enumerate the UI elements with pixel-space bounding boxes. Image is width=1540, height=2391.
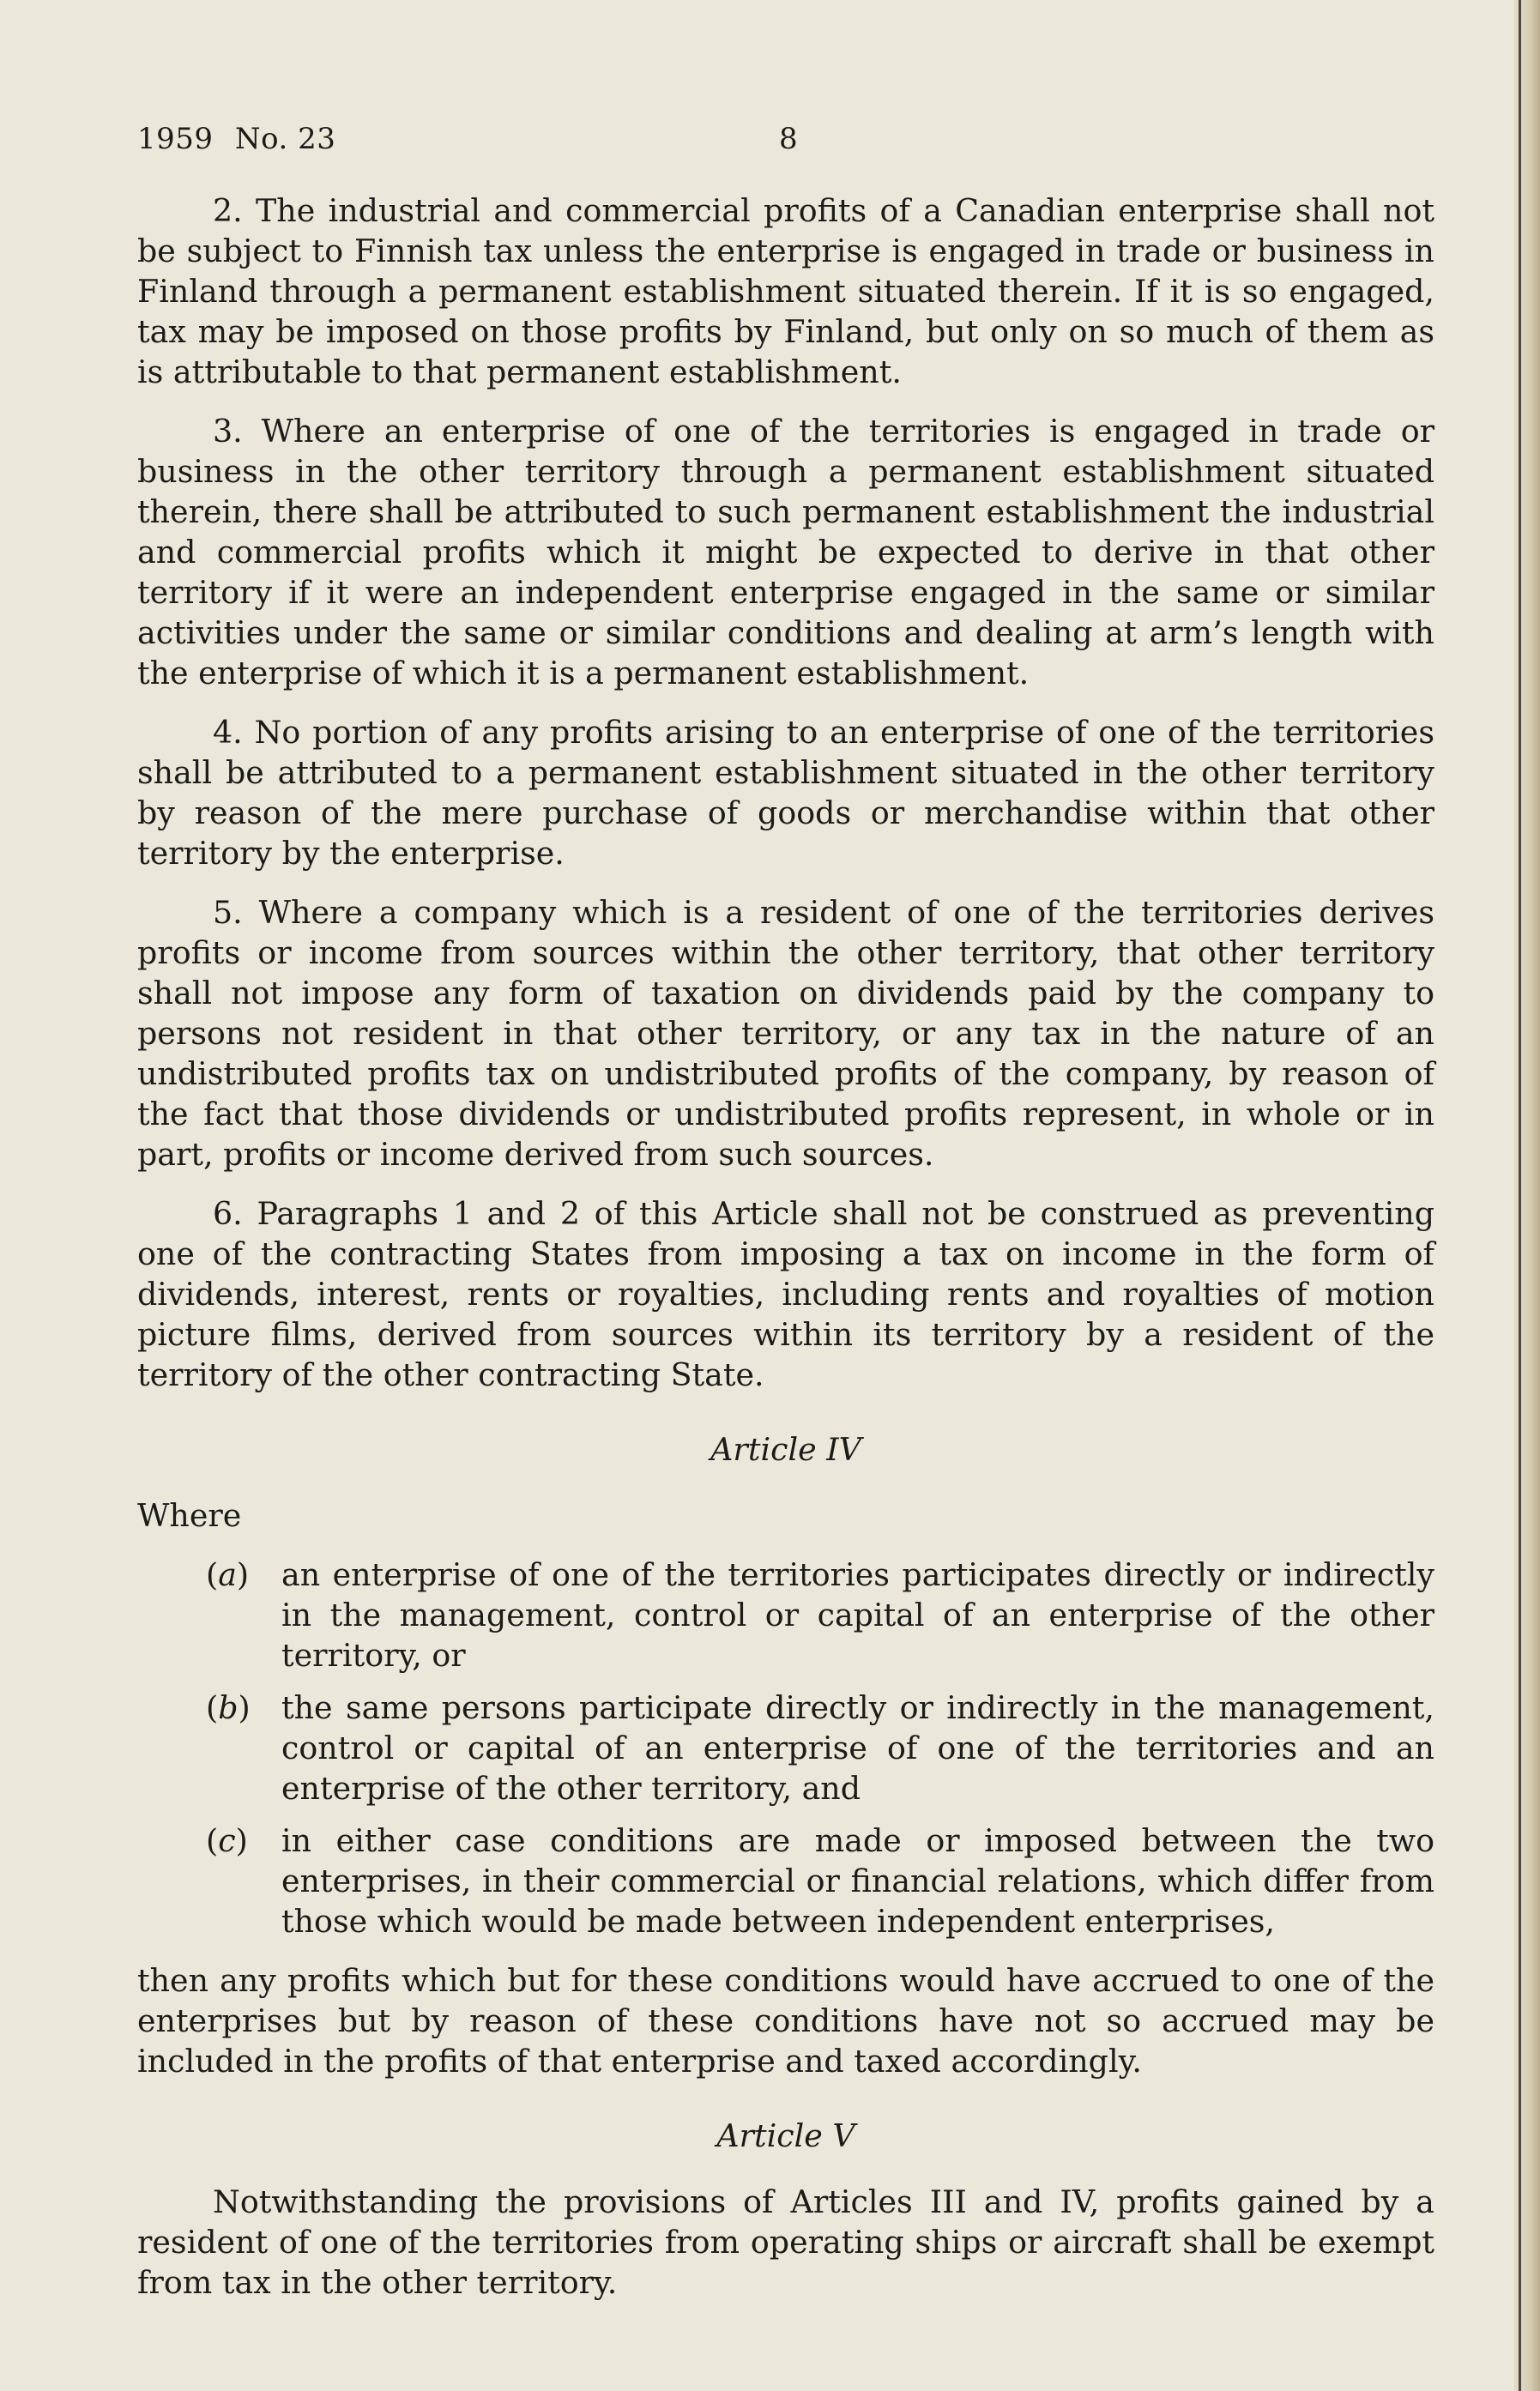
item-label: (a)	[206, 1556, 250, 1593]
article-iii-paragraph-4: 4. No portion of any profits arising to an enterprise of one of the territories shall be attributed to a permanent establishment situated in the other territory by reason of the mere purchase of goods or merchandise within that other territory by the enterprise.	[137, 714, 1434, 872]
binding-edge-line	[1519, 0, 1521, 2391]
item-text: in either case conditions are made or imposed between the two enterprises, in their commercial or financial relations, which differ from those which would be made between independent enterprises,	[281, 1822, 1434, 1940]
article-iii-paragraph-6: 6. Paragraphs 1 and 2 of this Article shall not be construed as preventing one of the contracting States from imposing a tax on income in the form of dividends, interest, rents or royalties, including rents and royalties of motion picture films, derived from sources within its territory by a resident of the territory of the other contracting State.	[137, 1195, 1434, 1393]
list-item	[137, 1688, 1434, 1808]
article-iii-paragraph-3: 3. Where an enterprise of one of the territories is engaged in trade or business in the other territory through a permanent establishment situated therein, there shall be attributed to such permanent establishment the industrial and commercial profits which it might be expected to derive in that other territory if it were an independent enterprise engaged in the same or similar activities under the same or similar conditions and dealing at arm’s length with the enterprise of which it is a permanent establishment.	[137, 413, 1434, 691]
article-v-text: Notwithstanding the provisions of Articles III and IV, profits gained by a resident of one of the territories from operating ships or aircraft shall be exempt from tax in the other territory.	[137, 2183, 1434, 2301]
article-iii-paragraph-2: 2. The industrial and commercial profits of a Canadian enterprise shall not be subject to Finnish tax unless the enterprise is engaged in trade or business in Finland through a permanent establishment situated therein. If it is so engaged, tax may be imposed on those profits by Finland, but only on so much of them as is attributable to that permanent establishment.	[137, 192, 1434, 390]
article-iv-intro: Where	[137, 1497, 242, 1534]
article-iv-items	[137, 1555, 1434, 1941]
header-year: 1959	[137, 122, 214, 156]
article-iv-closing: then any profits which but for these conditions would have accrued to one of the enterprises but by reason of these conditions have not so accrued may be included in the profits of that enterprise and taxed accordingly.	[137, 1962, 1434, 2080]
article-v-heading: Article V	[716, 2117, 855, 2154]
item-text: an enterprise of one of the territories participates directly or indirectly in the management, control or capital of an enterprise of the other territory, or	[281, 1556, 1434, 1674]
article-iv-heading: Article IV	[710, 1431, 861, 1468]
document-body	[137, 190, 1434, 2322]
article-iii-paragraph-5: 5. Where a company which is a resident of one of the territories derives profits or income from sources within the other territory, that other territory shall not impose any form of taxation on dividends paid by the company to persons not resident in that other territory, or any tax in the nature of an undistributed profits tax on undistributed profits of the company, by reason of the fact that those dividends or undistributed profits represent, in whole or in part, profits or income derived from such sources.	[137, 894, 1434, 1173]
item-text: the same persons participate directly or indirectly in the management, control or capital of an enterprise of one of the territories and an enterprise of the other territory, and	[281, 1689, 1434, 1807]
page-number: 8	[779, 122, 799, 156]
item-label: (b)	[206, 1689, 251, 1726]
list-item	[137, 1555, 1434, 1676]
item-label: (c)	[206, 1822, 248, 1859]
header-number: No. 23	[234, 122, 336, 156]
page-header	[137, 122, 799, 156]
list-item	[137, 1820, 1434, 1941]
